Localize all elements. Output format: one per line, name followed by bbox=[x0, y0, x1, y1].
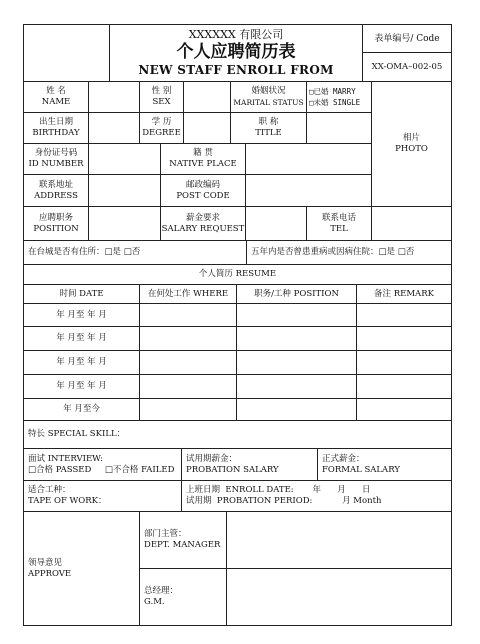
marital-options[interactable] bbox=[307, 82, 371, 112]
form-header bbox=[110, 25, 362, 81]
birthday-label: 出生日期 BIRTHDAY bbox=[32, 117, 80, 138]
interview-result[interactable]: 面试 INTERVIEW: □合格 PASSED □不合格 FAILED bbox=[28, 453, 175, 475]
residence-question[interactable]: 在台城是否有住所：□是 □否 bbox=[28, 247, 141, 257]
dept-manager-label: 部门主管： DEPT. MANAGER bbox=[144, 529, 221, 550]
probation-period: 试用期 PROBATION PERIOD: 月 Month bbox=[186, 496, 382, 506]
resume-row-date[interactable]: 年 月至 年 月 bbox=[56, 381, 107, 391]
address-field[interactable] bbox=[89, 175, 160, 206]
salary-field[interactable] bbox=[246, 207, 306, 240]
postcode-label: 邮政编码 POST CODE bbox=[176, 179, 230, 201]
resume-col-remark: 备注 REMARK bbox=[374, 288, 434, 299]
birthday-field[interactable] bbox=[89, 113, 139, 143]
formal-salary[interactable]: 正式薪金： FORMAL SALARY bbox=[322, 453, 400, 475]
resume-row-date[interactable]: 年 月至 年 月 bbox=[56, 309, 107, 320]
resume-col-date: 时间 DATE bbox=[59, 288, 104, 299]
position-label: 应聘职务 POSITION bbox=[33, 212, 79, 234]
company-name: XXXXXX 有限公司 bbox=[188, 28, 284, 41]
title-label: 职 称 TITLE bbox=[255, 117, 282, 138]
probation-salary[interactable]: 试用期薪金： PROBATION SALARY bbox=[186, 453, 279, 475]
sex-field[interactable] bbox=[184, 82, 230, 112]
gm-signature[interactable] bbox=[227, 569, 451, 625]
resume-row-date[interactable]: 年 月至 年 月 bbox=[56, 357, 107, 367]
degree-label: 学 历 DEGREE bbox=[142, 117, 181, 138]
form-no-value: XX-OMA–002-05 bbox=[371, 61, 443, 72]
name-field[interactable] bbox=[89, 82, 139, 112]
approve-label: 领导意见 APPROVE bbox=[28, 557, 72, 579]
resume-heading: 个人简历 RESUME bbox=[198, 269, 277, 279]
salary-label: 薪金要求 SALARY REQUEST bbox=[161, 212, 245, 234]
resume-row-date[interactable]: 年 月至 年 月 bbox=[56, 333, 107, 343]
photo-box[interactable]: 相片 PHOTO bbox=[395, 133, 428, 154]
resume-col-where: 在何处工作 WHERE bbox=[147, 288, 229, 299]
id-label: 身份证号码 ID NUMBER bbox=[28, 148, 84, 169]
form-title: 个人应聘简历表 bbox=[176, 42, 296, 62]
address-label: 联系地址 ADDRESS bbox=[34, 179, 78, 201]
position-field[interactable] bbox=[89, 207, 160, 240]
tel-field[interactable] bbox=[372, 207, 451, 240]
gm-label: 总经理： G.M. bbox=[144, 586, 179, 607]
id-field[interactable] bbox=[89, 144, 160, 174]
resume-row-date[interactable]: 年 月至今 bbox=[63, 404, 100, 414]
marital-label: 婚姻状况 MARITAL STATUS bbox=[233, 86, 304, 107]
postcode-field[interactable] bbox=[246, 175, 371, 206]
single-checkbox[interactable]: □未婚 SINGLE bbox=[309, 98, 361, 107]
special-skill[interactable]: 特长 SPECIAL SKILL： bbox=[28, 429, 126, 439]
tel-label: 联系电话 TEL bbox=[321, 212, 356, 234]
work-type[interactable]: 适合工种： TAPE OF WORK： bbox=[28, 485, 107, 506]
dept-manager-signature[interactable] bbox=[227, 512, 451, 568]
name-label: 姓 名 NAME bbox=[41, 86, 71, 107]
resume-col-position: 职务/工种 POSITION bbox=[254, 288, 339, 299]
interview-options[interactable]: □合格 PASSED □不合格 FAILED bbox=[28, 464, 175, 475]
hospital-question[interactable]: 五年内是否曾患重病或因病住院：□是 □否 bbox=[251, 247, 415, 257]
form-no-label: 表单编号/ Code bbox=[374, 33, 440, 44]
form-title-english: NEW STAFF ENROLL FROM bbox=[138, 63, 334, 77]
enroll-date: 上班日期 ENROLL DATE: 年 月 日 bbox=[186, 485, 371, 495]
degree-field[interactable] bbox=[184, 113, 230, 143]
married-checkbox[interactable]: □已婚 MARRY bbox=[309, 87, 356, 96]
title-field[interactable] bbox=[307, 113, 371, 143]
enroll-info[interactable] bbox=[182, 481, 451, 511]
sex-label: 性 别 SEX bbox=[151, 86, 172, 107]
native-label: 籍 贯 NATIVE PLACE bbox=[169, 148, 237, 169]
native-field[interactable] bbox=[246, 144, 371, 174]
